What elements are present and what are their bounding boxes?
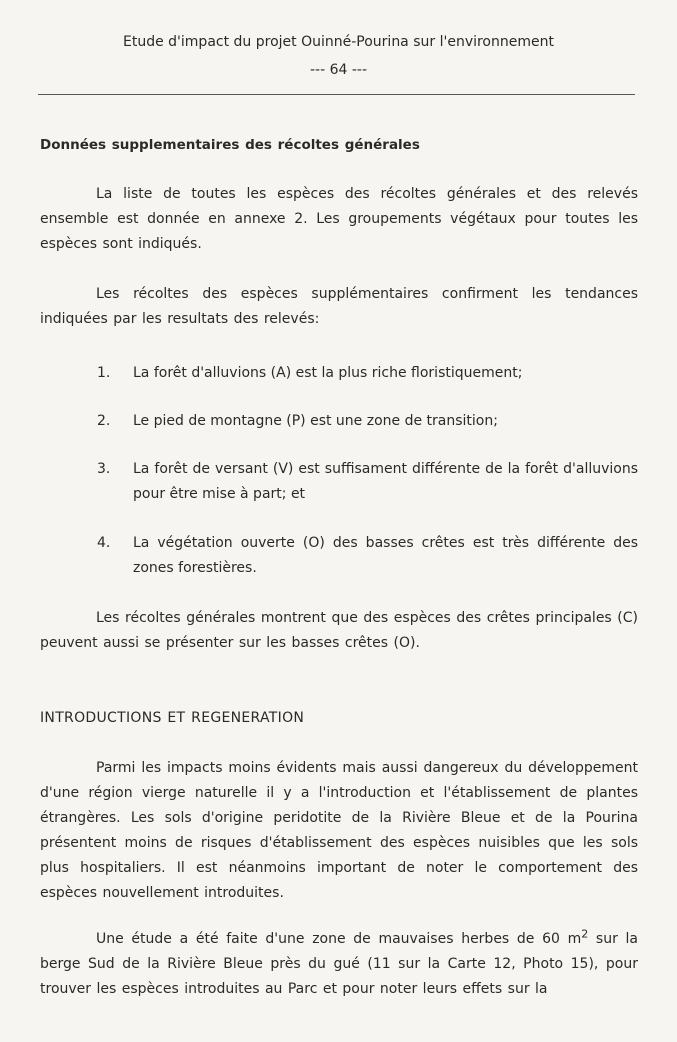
list-item-number: 2. [97, 413, 111, 429]
section-heading-donnees: Données supplementaires des récoltes générales [40, 137, 420, 153]
list-item-number: 1. [97, 365, 111, 381]
superscript-2: 2 [581, 927, 589, 941]
paragraph-cretes: Les récoltes générales montrent que des espèces des crêtes principales (C) peuvent aussi se présenter sur les basses crêtes (O). [40, 610, 638, 651]
section-heading-introductions: INTRODUCTIONS ET REGENERATION [40, 710, 305, 726]
paragraph-liste: La liste de toutes les espèces des récoltes générales et des relevés ensemble est donnée en annexe 2. Les groupements végétaux pour toutes les espèces sont indiqués. [40, 186, 638, 252]
paragraph-etude [40, 927, 638, 1002]
list-item-number: 3. [97, 461, 111, 477]
paragraph-impacts: Parmi les impacts moins évidents mais aussi dangereux du développement d'une région vierge naturelle il y a l'introduction et l'établissement de plantes étrangères. Les sols d'origine peridotite de la Rivière Bleue et de la Pourina présentent moins de risques d'établissement des espèces nuisibles que les sols plus hospitaliers. Il est néanmoins important de noter le comportement des espèces nouvellement introduites. [40, 760, 638, 901]
paragraph-recoltes: Les récoltes des espèces supplémentaires confirment les tendances indiquées par les resultats des relevés: [40, 286, 638, 327]
paragraph-etude-rest: sur la berge Sud de la Rivière Bleue près du gué (11 sur la Carte 12, Photo 15), pour trouver les espèces introduites au Parc et pour noter leurs effets sur la [40, 931, 638, 997]
list-item-text: Le pied de montagne (P) est une zone de transition; [133, 413, 498, 429]
list-item-text: La forêt d'alluvions (A) est la plus riche floristiquement; [133, 365, 523, 381]
list-item-text: La forêt de versant (V) est suffisament différente de la forêt d'alluvions pour être mise à part; et [133, 461, 638, 502]
header-rule [38, 94, 635, 95]
page-number: --- 64 --- [309, 62, 368, 78]
paragraph-etude-start: Une étude a été faite d'une zone de mauvaises herbes de 60 m [96, 931, 582, 947]
list-item-text: La végétation ouverte (O) des basses crêtes est très différente des zones forestières. [133, 535, 638, 576]
list-item-number: 4. [97, 535, 111, 551]
running-header-title: Etude d'impact du projet Ouinné-Pourina sur l'environnement [123, 34, 554, 50]
